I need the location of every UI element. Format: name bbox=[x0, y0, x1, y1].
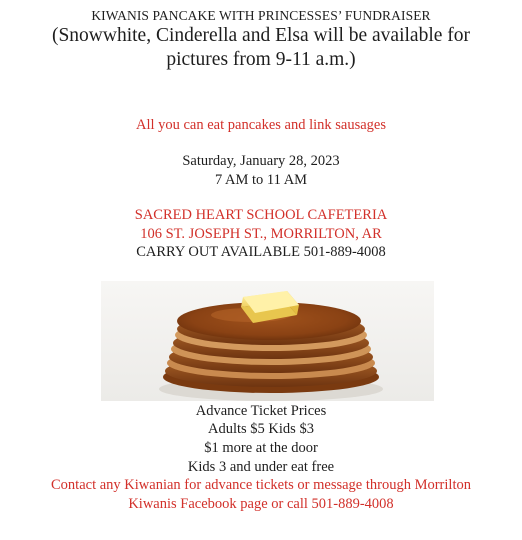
flyer-subtitle-line2: pictures from 9-11 a.m.) bbox=[166, 49, 356, 70]
event-time: 7 AM to 11 AM bbox=[214, 172, 308, 188]
venue-name: SACRED HEART SCHOOL CAFETERIA bbox=[134, 207, 388, 223]
ticket-prices: Adults $5 Kids $3 bbox=[208, 421, 314, 437]
event-date: Saturday, January 28, 2023 bbox=[182, 153, 340, 169]
kids-free-note: Kids 3 and under eat free bbox=[187, 459, 335, 475]
carry-out-info: CARRY OUT AVAILABLE 501-889-4008 bbox=[136, 244, 386, 260]
contact-line-1: Contact any Kiwanian for advance tickets or message through Morrilton bbox=[51, 477, 471, 493]
pancake-stack-image bbox=[101, 281, 434, 401]
contact-line-2: Kiwanis Facebook page or call 501-889-4008 bbox=[128, 496, 394, 512]
door-price: $1 more at the door bbox=[204, 440, 318, 456]
ticket-heading: Advance Ticket Prices bbox=[195, 403, 327, 419]
flyer-title: KIWANIS PANCAKE WITH PRINCESSES’ FUNDRAISER bbox=[91, 8, 431, 23]
venue-address: 106 ST. JOSEPH ST., MORRILTON, AR bbox=[140, 226, 382, 242]
pancake-stack-icon bbox=[101, 281, 434, 401]
menu-description: All you can eat pancakes and link sausages bbox=[135, 117, 387, 133]
flyer-subtitle-line1: (Snowwhite, Cinderella and Elsa will be available for bbox=[51, 25, 471, 46]
